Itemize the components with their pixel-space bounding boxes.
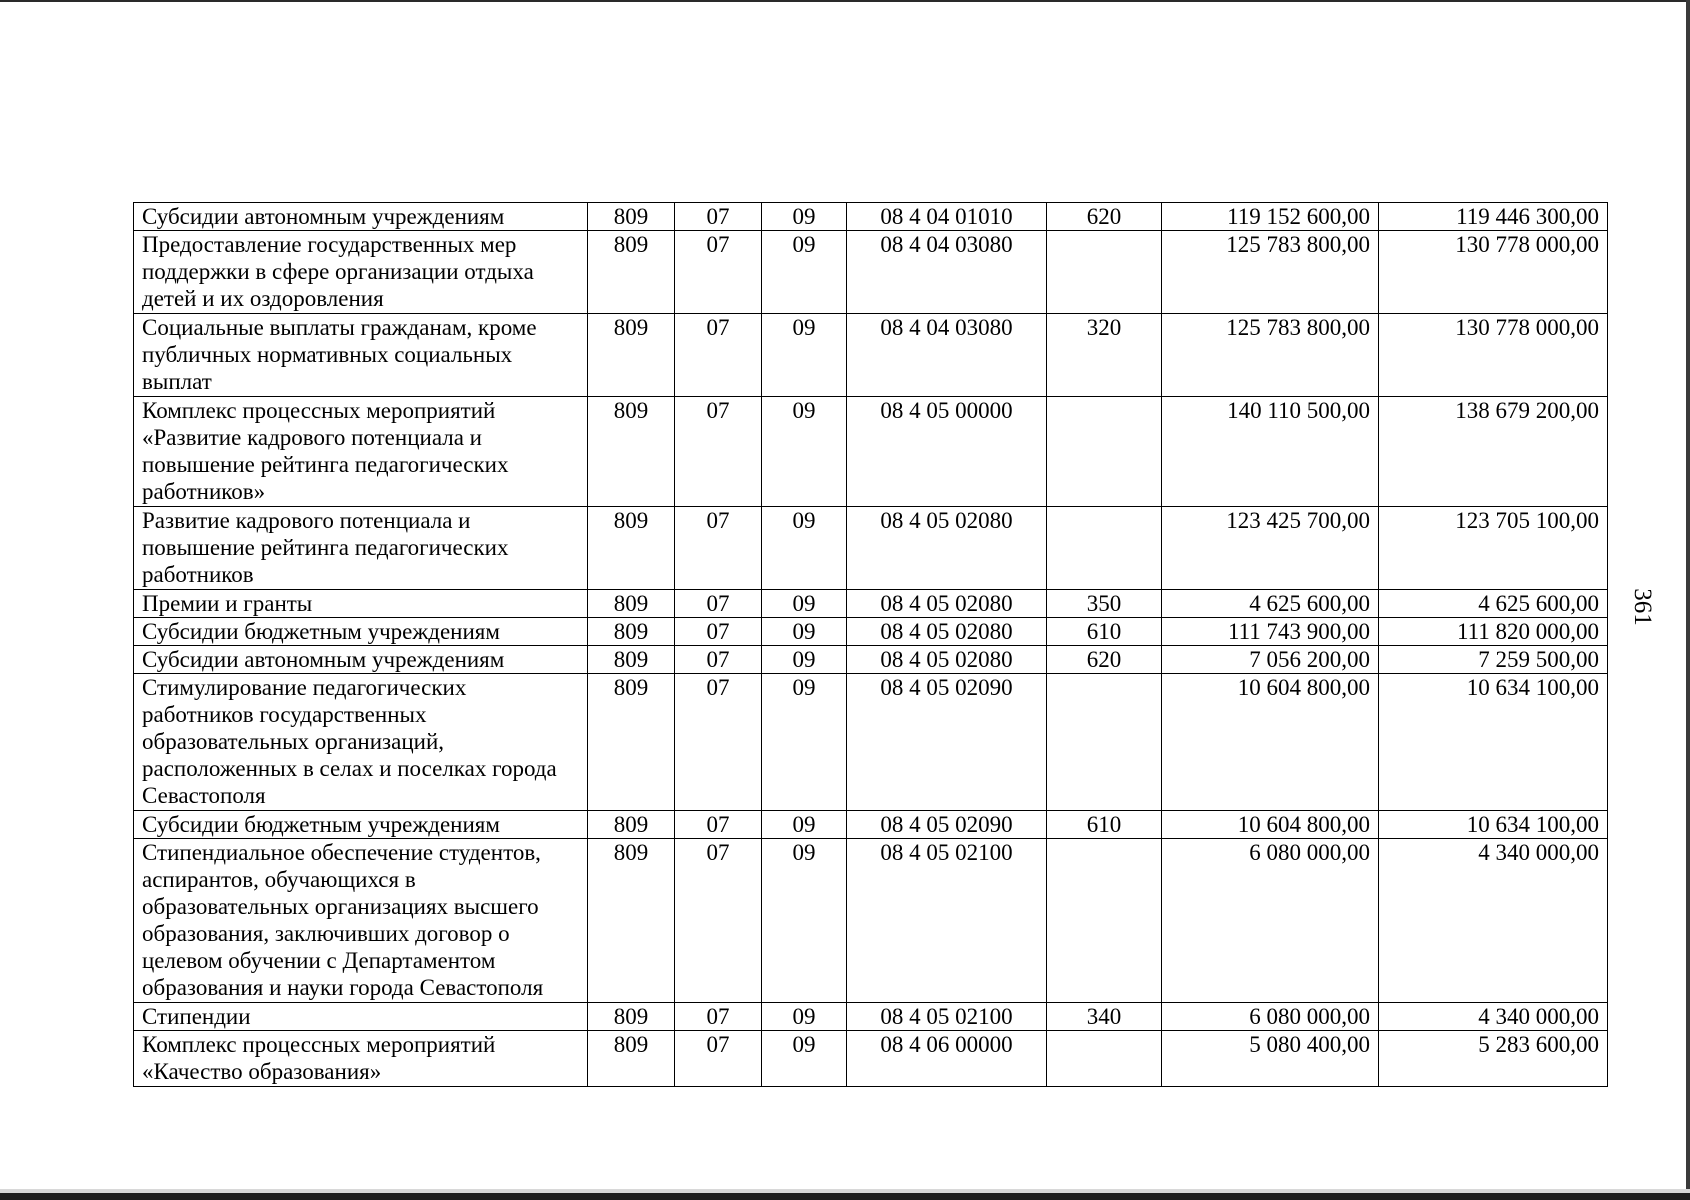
row-vr	[1047, 839, 1162, 1003]
row-rz: 07	[675, 646, 762, 674]
row-ved: 809	[588, 618, 675, 646]
row-name: Субсидии автономным учреждениям	[134, 203, 588, 231]
scan-top-edge	[0, 0, 1690, 2]
row-sum-year1: 125 783 800,00	[1162, 314, 1379, 397]
row-name: Субсидии бюджетным учреждениям	[134, 811, 588, 839]
row-sum-year1: 111 743 900,00	[1162, 618, 1379, 646]
row-csr: 08 4 05 02100	[847, 1003, 1047, 1031]
row-rz: 07	[675, 1003, 762, 1031]
row-sum-year2: 4 340 000,00	[1379, 839, 1608, 1003]
row-vr: 610	[1047, 811, 1162, 839]
row-pr: 09	[762, 1031, 847, 1087]
row-csr: 08 4 05 02100	[847, 839, 1047, 1003]
row-sum-year2: 5 283 600,00	[1379, 1031, 1608, 1087]
row-name: Субсидии бюджетным учреждениям	[134, 618, 588, 646]
row-pr: 09	[762, 397, 847, 507]
row-rz: 07	[675, 507, 762, 590]
row-vr: 350	[1047, 590, 1162, 618]
row-name: Комплекс процессных мероприятий «Развитие кадрового потенциала и повышение рейтинга педагогических работников»	[134, 397, 588, 507]
row-sum-year1: 5 080 400,00	[1162, 1031, 1379, 1087]
row-sum-year2: 7 259 500,00	[1379, 646, 1608, 674]
row-ved: 809	[588, 590, 675, 618]
table-row	[134, 1031, 1608, 1087]
row-name: Комплекс процессных мероприятий «Качество образования»	[134, 1031, 588, 1087]
row-sum-year1: 7 056 200,00	[1162, 646, 1379, 674]
row-pr: 09	[762, 646, 847, 674]
row-ved: 809	[588, 839, 675, 1003]
row-vr	[1047, 397, 1162, 507]
row-ved: 809	[588, 314, 675, 397]
row-ved: 809	[588, 1003, 675, 1031]
table-row	[134, 590, 1608, 618]
row-sum-year2: 4 340 000,00	[1379, 1003, 1608, 1031]
row-name: Премии и гранты	[134, 590, 588, 618]
table-row	[134, 674, 1608, 811]
row-rz: 07	[675, 839, 762, 1003]
row-vr: 610	[1047, 618, 1162, 646]
table-row	[134, 231, 1608, 314]
row-csr: 08 4 05 02090	[847, 811, 1047, 839]
row-pr: 09	[762, 674, 847, 811]
row-rz: 07	[675, 811, 762, 839]
row-name: Стипендии	[134, 1003, 588, 1031]
row-name: Социальные выплаты гражданам, кроме публичных нормативных социальных выплат	[134, 314, 588, 397]
table-row	[134, 314, 1608, 397]
row-sum-year2: 111 820 000,00	[1379, 618, 1608, 646]
row-name: Предоставление государственных мер поддержки в сфере организации отдыха детей и их оздоровления	[134, 231, 588, 314]
row-ved: 809	[588, 507, 675, 590]
row-name: Развитие кадрового потенциала и повышение рейтинга педагогических работников	[134, 507, 588, 590]
row-vr	[1047, 231, 1162, 314]
row-csr: 08 4 04 03080	[847, 314, 1047, 397]
row-ved: 809	[588, 674, 675, 811]
row-sum-year1: 119 152 600,00	[1162, 203, 1379, 231]
row-sum-year1: 10 604 800,00	[1162, 674, 1379, 811]
row-sum-year1: 10 604 800,00	[1162, 811, 1379, 839]
row-ved: 809	[588, 203, 675, 231]
row-pr: 09	[762, 231, 847, 314]
row-sum-year2: 130 778 000,00	[1379, 231, 1608, 314]
row-csr: 08 4 05 02080	[847, 590, 1047, 618]
table-row	[134, 811, 1608, 839]
row-pr: 09	[762, 314, 847, 397]
row-ved: 809	[588, 397, 675, 507]
row-pr: 09	[762, 839, 847, 1003]
row-vr	[1047, 674, 1162, 811]
row-csr: 08 4 05 02080	[847, 646, 1047, 674]
scan-right-edge	[1686, 0, 1690, 1200]
table-row	[134, 839, 1608, 1003]
row-sum-year2: 4 625 600,00	[1379, 590, 1608, 618]
row-sum-year2: 10 634 100,00	[1379, 674, 1608, 811]
row-sum-year2: 130 778 000,00	[1379, 314, 1608, 397]
row-vr	[1047, 507, 1162, 590]
row-csr: 08 4 04 01010	[847, 203, 1047, 231]
row-sum-year1: 4 625 600,00	[1162, 590, 1379, 618]
row-name: Субсидии автономным учреждениям	[134, 646, 588, 674]
row-ved: 809	[588, 231, 675, 314]
row-vr	[1047, 1031, 1162, 1087]
row-vr: 620	[1047, 646, 1162, 674]
row-name: Стипендиальное обеспечение студентов, аспирантов, обучающихся в образовательных организациях высшего образования, заключивших договор о целевом обучении с Департаментом образования и науки города Севастополя	[134, 839, 588, 1003]
table-row	[134, 507, 1608, 590]
row-rz: 07	[675, 590, 762, 618]
page-number: 361	[1629, 588, 1656, 626]
row-csr: 08 4 05 02080	[847, 618, 1047, 646]
row-rz: 07	[675, 203, 762, 231]
row-ved: 809	[588, 811, 675, 839]
row-rz: 07	[675, 1031, 762, 1087]
row-csr: 08 4 06 00000	[847, 1031, 1047, 1087]
row-sum-year1: 140 110 500,00	[1162, 397, 1379, 507]
row-rz: 07	[675, 397, 762, 507]
row-sum-year2: 123 705 100,00	[1379, 507, 1608, 590]
row-pr: 09	[762, 811, 847, 839]
row-sum-year2: 10 634 100,00	[1379, 811, 1608, 839]
row-sum-year2: 138 679 200,00	[1379, 397, 1608, 507]
row-vr: 340	[1047, 1003, 1162, 1031]
row-pr: 09	[762, 203, 847, 231]
row-csr: 08 4 05 00000	[847, 397, 1047, 507]
row-vr: 320	[1047, 314, 1162, 397]
row-sum-year1: 6 080 000,00	[1162, 839, 1379, 1003]
row-rz: 07	[675, 231, 762, 314]
row-sum-year1: 6 080 000,00	[1162, 1003, 1379, 1031]
row-pr: 09	[762, 1003, 847, 1031]
row-pr: 09	[762, 507, 847, 590]
row-rz: 07	[675, 618, 762, 646]
row-csr: 08 4 05 02080	[847, 507, 1047, 590]
row-rz: 07	[675, 674, 762, 811]
table-row	[134, 397, 1608, 507]
scan-bottom-edge	[0, 1193, 1690, 1200]
row-vr: 620	[1047, 203, 1162, 231]
row-csr: 08 4 05 02090	[847, 674, 1047, 811]
table-row	[134, 1003, 1608, 1031]
row-sum-year1: 125 783 800,00	[1162, 231, 1379, 314]
table-row	[134, 646, 1608, 674]
row-pr: 09	[762, 618, 847, 646]
row-csr: 08 4 04 03080	[847, 231, 1047, 314]
row-sum-year2: 119 446 300,00	[1379, 203, 1608, 231]
row-sum-year1: 123 425 700,00	[1162, 507, 1379, 590]
table-row	[134, 203, 1608, 231]
row-ved: 809	[588, 1031, 675, 1087]
budget-table	[133, 202, 1608, 1087]
row-name: Стимулирование педагогических работников государственных образовательных организаций, расположенных в селах и поселках города Севастополя	[134, 674, 588, 811]
row-pr: 09	[762, 590, 847, 618]
row-rz: 07	[675, 314, 762, 397]
row-ved: 809	[588, 646, 675, 674]
table-row	[134, 618, 1608, 646]
